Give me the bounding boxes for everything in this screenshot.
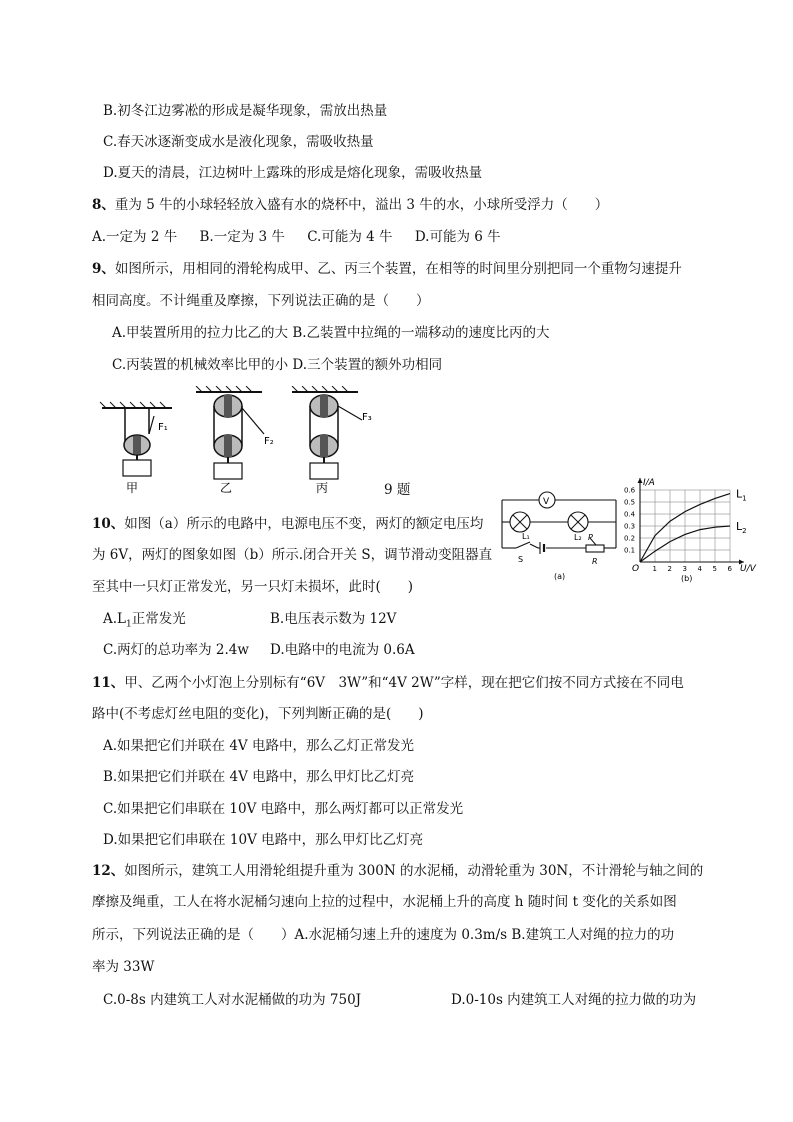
y-tick-label: 0.1 xyxy=(624,546,636,555)
q12-option-c: C.0-8s 内建筑工人对水泥桶做的功为 750J xyxy=(103,992,362,1008)
y-tick-label: 0.4 xyxy=(624,510,636,519)
y-tick-label: 0.3 xyxy=(624,522,636,531)
q11-stem-text1: 甲、乙两个小灯泡上分别标有“6V 3W”和“4V 2W”字样，现在把它们按不同方式接在不同电 xyxy=(124,675,684,691)
q7-option-d: D.夏天的清晨，江边树叶上露珠的形成是熔化现象，需吸收热量 xyxy=(103,165,483,181)
q8-options xyxy=(92,228,501,246)
q10-option-a-post: 正常发光 xyxy=(131,611,186,627)
q10-option-a-sub: 1 xyxy=(126,619,132,630)
q11-number: 11、 xyxy=(92,675,125,691)
pulley-jia xyxy=(100,402,172,476)
q8-number: 8、 xyxy=(92,197,115,213)
x-tick-label: 6 xyxy=(727,565,732,573)
chart-grid xyxy=(640,490,730,562)
x-tick-label: 5 xyxy=(712,565,717,573)
circuit-caption: (a) xyxy=(554,572,566,581)
q12-stem-line2: 摩擦及绳重，工人在将水泥桶匀速向上拉的过程中，水泥桶上升的高度 h 随时间 t 变化的关系如图 xyxy=(92,894,677,910)
chart-origin-label: O xyxy=(632,564,640,574)
q12-stem-line3: 所示，下列说法正确的是（ ）A.水泥桶匀速上升的速度为 0.3m/s B.建筑工人对绳的拉力的功 xyxy=(92,927,675,943)
q9-pulley-figure xyxy=(96,386,396,496)
q10-stem-line1 xyxy=(92,515,483,533)
x-tick-label: 2 xyxy=(667,565,672,573)
q9-options-line1: A.甲装置所用的拉力比乙的大 B.乙装置中拉绳的一端移动的速度比丙的大 xyxy=(112,325,550,341)
chart-axes xyxy=(638,478,745,565)
force-label-f1: F₁ xyxy=(158,422,168,433)
q11-option-d: D.如果把它们串联在 10V 电路中，那么甲灯比乙灯亮 xyxy=(103,832,424,848)
q8-stem-text: 重为 5 牛的小球轻轻放入盛有水的烧杯中，溢出 3 牛的水，小球所受浮力（ ） xyxy=(114,197,609,213)
lamp-l1-label: L₁ xyxy=(522,532,530,541)
q7-option-b: B.初冬江边雾凇的形成是凝华现象，需放出热量 xyxy=(103,103,388,119)
q8-option-a: A.一定为 2 牛 xyxy=(92,229,178,245)
q10-circuit-diagram xyxy=(494,484,622,584)
y-tick-label: 0.2 xyxy=(624,534,636,543)
q9-stem-line2: 相同高度。不计绳重及摩擦，下列说法正确的是（ ） xyxy=(92,293,430,309)
q8-option-b: B.一定为 3 牛 xyxy=(199,229,285,245)
q9-number: 9、 xyxy=(92,261,115,277)
q10-option-a-pre: A.L xyxy=(103,611,127,627)
x-tick-label: 3 xyxy=(682,565,687,573)
chart-x-label: U/V xyxy=(740,564,756,574)
q10-stem-line2: 为 6V，两灯的图象如图（b）所示.闭合开关 S，调节滑动变阻器直 xyxy=(92,547,493,563)
q10-option-c: C.两灯的总功率为 2.4w xyxy=(103,642,249,658)
x-tick-label: 4 xyxy=(697,565,702,573)
y-tick-label: 0.6 xyxy=(624,486,636,495)
q12-number: 12、 xyxy=(92,863,125,879)
force-label-f2: F₂ xyxy=(264,436,274,447)
slider-label: P xyxy=(588,533,593,542)
q11-option-a: A.如果把它们并联在 4V 电路中，那么乙灯正常发光 xyxy=(103,738,414,754)
voltmeter xyxy=(539,492,555,508)
q8-stem xyxy=(92,196,608,214)
series-label-l2: $L_2$ xyxy=(736,520,747,535)
q12-option-d: D.0-10s 内建筑工人对绳的拉力做的功为 xyxy=(451,992,697,1008)
q9-stem-text1: 如图所示，用相同的滑轮构成甲、乙、丙三个装置，在相等的时间里分别把同一个重物匀速提升 xyxy=(114,261,682,277)
pulley-bing xyxy=(292,386,372,479)
x-tick-label: 1 xyxy=(652,565,657,573)
q7-option-c: C.春天冰逐渐变成水是液化现象，需吸收热量 xyxy=(103,134,374,150)
q11-stem-line2: 路中(不考虑灯丝电阻的变化)，下列判断正确的是( ) xyxy=(92,706,424,722)
lamp-l2 xyxy=(568,512,588,542)
y-axis-arrow xyxy=(638,478,643,483)
q9-figure-caption: 9 题 xyxy=(384,482,411,498)
chart-caption: (b) xyxy=(681,574,693,583)
q9-options-line2: C.丙装置的机械效率比甲的小 D.三个装置的额外功相同 xyxy=(112,357,443,373)
y-tick-label: 0.5 xyxy=(624,498,636,507)
pulley-yi xyxy=(196,386,274,479)
q11-stem-line1 xyxy=(92,674,684,692)
q11-option-b: B.如果把它们并联在 4V 电路中，那么甲灯比乙灯亮 xyxy=(103,769,415,785)
q10-option-a xyxy=(103,610,186,634)
q10-stem-line3: 至其中一只灯正常发光，另一只灯未损坏，此时( ) xyxy=(92,579,414,595)
q8-option-c: C.可能为 4 牛 xyxy=(307,229,393,245)
fig-label-yi: 乙 xyxy=(220,481,233,495)
q10-number: 10、 xyxy=(92,516,125,532)
q10-option-b: B.电压表示数为 12V xyxy=(270,611,397,627)
chart-series xyxy=(640,488,747,562)
lamp-l1 xyxy=(510,512,530,541)
q12-stem-line4: 率为 33W xyxy=(92,959,155,975)
resistor-label: R xyxy=(592,557,598,566)
q8-option-d: D.可能为 6 牛 xyxy=(414,229,501,245)
q10-iu-graph xyxy=(616,474,766,584)
lamp-l2-label: L₂ xyxy=(574,533,582,542)
fig-label-jia: 甲 xyxy=(126,481,139,495)
q9-stem-line1 xyxy=(92,260,682,278)
switch-label: S xyxy=(518,555,524,564)
series-label-l1: $L_1$ xyxy=(736,487,747,503)
q12-stem-line1 xyxy=(92,862,703,880)
q11-option-c: C.如果把它们串联在 10V 电路中，那么两灯都可以正常发光 xyxy=(103,801,464,817)
chart-y-label: I/A xyxy=(643,478,655,488)
q10-stem-text1: 如图（a）所示的电路中，电源电压不变，两灯的额定电压均 xyxy=(124,516,484,532)
fig-label-bing: 丙 xyxy=(316,481,329,495)
q12-stem-text1: 如图所示，建筑工人用滑轮组提升重为 300N 的水泥桶，动滑轮重为 30N，不计滑轮与轴之间的 xyxy=(124,863,704,879)
rheostat xyxy=(586,533,604,566)
voltmeter-label: V xyxy=(543,497,550,507)
force-label-f3: F₃ xyxy=(362,412,372,423)
q10-option-d: D.电路中的电流为 0.6A xyxy=(270,642,415,658)
